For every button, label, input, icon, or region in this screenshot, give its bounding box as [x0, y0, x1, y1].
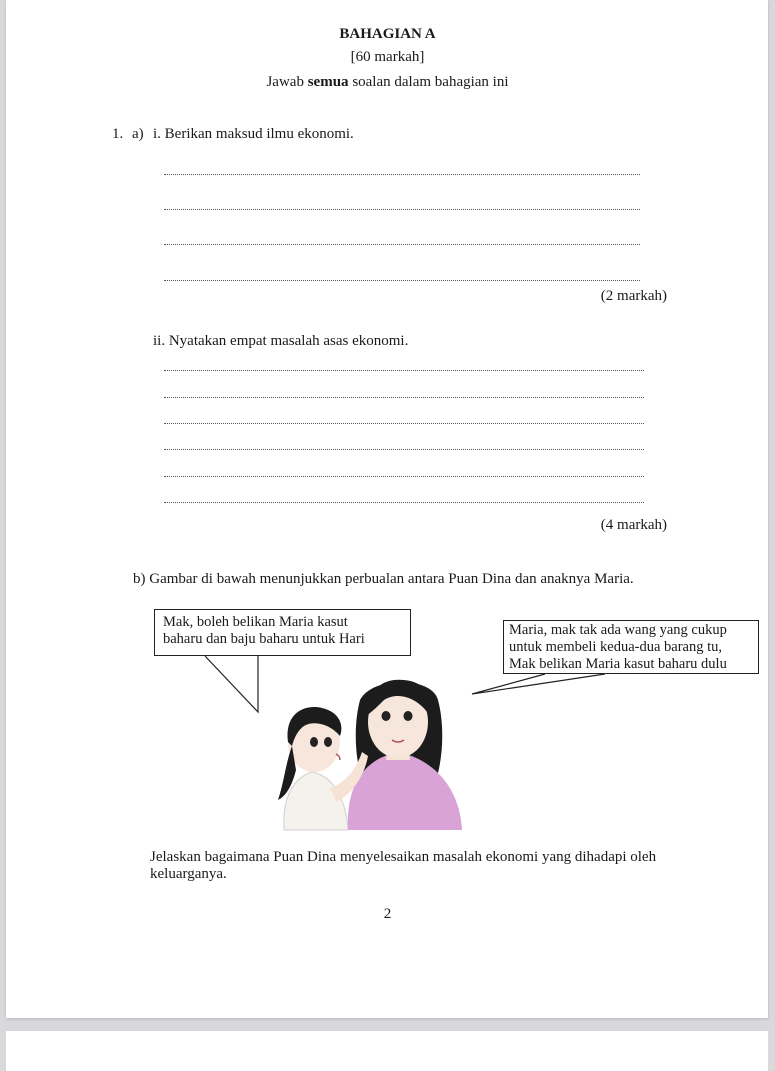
speech-bubble-maria: [154, 609, 411, 656]
question-a-i: i. Berikan maksud ilmu ekonomi.: [153, 126, 354, 142]
section-marks: [60 markah]: [350, 49, 425, 65]
bubble-line: Maria, mak tak ada wang yang cukup: [509, 622, 727, 638]
bubble-line: Mak belikan Maria kasut baharu dulu: [509, 656, 727, 672]
section-instruction: Jawab semua soalan dalam bahagian ini: [266, 74, 509, 90]
bubble-line: Mak, boleh belikan Maria kasut: [163, 614, 348, 630]
bubble-line: untuk membeli kedua-dua barang tu,: [509, 639, 723, 655]
speech-bubble-puan-dina: [503, 620, 759, 674]
question-b-task-line1: Jelaskan bagaimana Puan Dina menyelesaikan masalah ekonomi yang dihadapi oleh: [150, 849, 657, 865]
page-number: 2: [383, 906, 392, 922]
question-number: 1.: [112, 126, 124, 142]
marks-a-ii: (4 markah): [600, 517, 667, 533]
bubble-line: baharu dan baju baharu untuk Hari: [163, 631, 365, 647]
question-a-ii: ii. Nyatakan empat masalah asas ekonomi.: [153, 333, 409, 349]
question-b: b) Gambar di bawah menunjukkan perbualan antara Puan Dina dan anaknya Maria.: [133, 571, 634, 587]
marks-a-i: (2 markah): [600, 288, 667, 304]
part-a-label: a): [132, 126, 144, 142]
section-title: BAHAGIAN A: [339, 26, 436, 42]
question-b-task-line2: keluarganya.: [150, 866, 227, 882]
